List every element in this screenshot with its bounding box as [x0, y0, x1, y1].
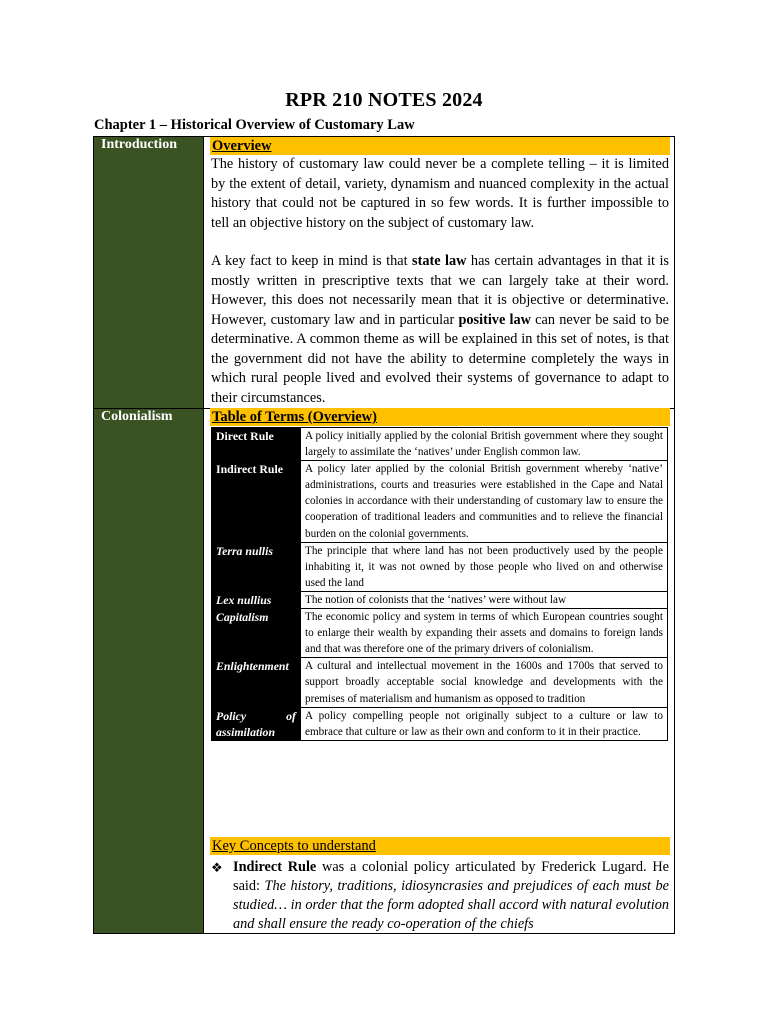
definition-cell: The economic policy and system in terms of which European countries sought to enlarge their wealth by expanding their assets and domains to foreign lands and that was therefore one of the primary drivers of colonialism. — [301, 609, 668, 658]
definition-cell: A policy compelling people not originally subject to a culture or law to embrace that culture or law as their own and conform to it in their practice. — [301, 707, 668, 740]
indirect-rule-term: Indirect Rule — [233, 859, 317, 875]
key-concepts-heading-text: Key Concepts to understand — [212, 838, 376, 854]
term-cell: Terra nullis — [212, 542, 301, 591]
terms-table — [211, 427, 668, 741]
definition-cell: A policy later applied by the colonial British government whereby ‘native’ administrations, courts and treasuries were established in the Cape and Natal colonies in accordance with their understanding of customary law to ensure the cooperation of traditional leaders and communities and to relieve the financial burden on the colonial governments. — [301, 461, 668, 542]
table-row — [212, 461, 668, 542]
definition-cell: A policy initially applied by the colonial British government where they sought largely to assimilate the ‘natives’ under English common law. — [301, 428, 668, 461]
term-cell: Capitalism — [212, 609, 301, 658]
term-cell: Lex nullius — [212, 591, 301, 608]
para2-text-a: A key fact to keep in mind is that — [211, 253, 413, 269]
term-cell: Policy of assimilation — [212, 707, 301, 740]
definition-cell: The notion of colonists that the ‘natives’ were without law — [301, 591, 668, 608]
table-row — [212, 428, 668, 461]
definition-cell: A cultural and intellectual movement in the 1600s and 1700s that served to support broadly acceptable social knowledge and developments with the premises of materialism and humanism as opposed to tradition — [301, 658, 668, 707]
intro-paragraph-1: The history of customary law could never be a complete telling – it is limited by the extent of detail, variety, dynamism and nuanced complexity in the actual history that could not be captured in so few words. It is further impossible to tell an objective history on the subject of customary law. — [211, 156, 669, 231]
bullet-text — [211, 858, 669, 934]
overview-heading-text: Overview — [212, 138, 272, 154]
table-row — [212, 591, 668, 608]
table-row — [212, 542, 668, 591]
key-concept-bullet — [211, 858, 669, 934]
document-title: RPR 210 NOTES 2024 — [285, 89, 483, 111]
para2-text-e: can never be said to be determinative. A common theme as will be explained in this set of notes, is that the government did not have the ability to determine completely the ways in which rural people lived and evolved their systems of governance to adapt to their circumstances. — [211, 311, 669, 406]
overview-heading — [210, 137, 670, 155]
row-label-introduction: Introduction — [101, 137, 177, 152]
diamond-bullet-icon: ❖ — [211, 860, 223, 875]
key-concepts-heading — [210, 837, 670, 855]
table-of-terms-heading-text: Table of Terms (Overview) — [212, 409, 377, 425]
state-law-term: state law — [412, 253, 467, 269]
positive-law-term: positive law — [458, 311, 531, 328]
bullet-body: was a colonial policy articulated by Frederick Lugard. He said: — [233, 859, 669, 894]
table-row — [212, 707, 668, 740]
row-label-colonialism: Colonialism — [101, 409, 173, 424]
table-row — [212, 609, 668, 658]
term-cell: Enlightenment — [212, 658, 301, 707]
term-cell: Direct Rule — [212, 428, 301, 461]
notes-table — [93, 136, 675, 934]
label-column — [94, 137, 204, 933]
para2-text-c: has certain advantages in that it is mostly written in prescriptive texts that we can largely take at their word. However, this does not necessarily mean that it is objective or determinative. However, customary law and in particular — [211, 253, 669, 328]
table-row — [212, 658, 668, 707]
table-of-terms-heading — [210, 408, 670, 426]
intro-paragraph-2 — [211, 252, 669, 408]
chapter-heading: Chapter 1 – Historical Overview of Customary Law — [94, 117, 415, 133]
definition-cell: The principle that where land has not been productively used by the people inhabiting it, it was not owned by those people who lived on and otherwise used the land — [301, 542, 668, 591]
lugard-quote: The history, traditions, idiosyncrasies and prejudices of each must be studied… in order that the form adopted shall accord with natural evolution and shall ensure the ready co-operation of the chiefs — [233, 878, 669, 932]
term-cell: Indirect Rule — [212, 461, 301, 542]
